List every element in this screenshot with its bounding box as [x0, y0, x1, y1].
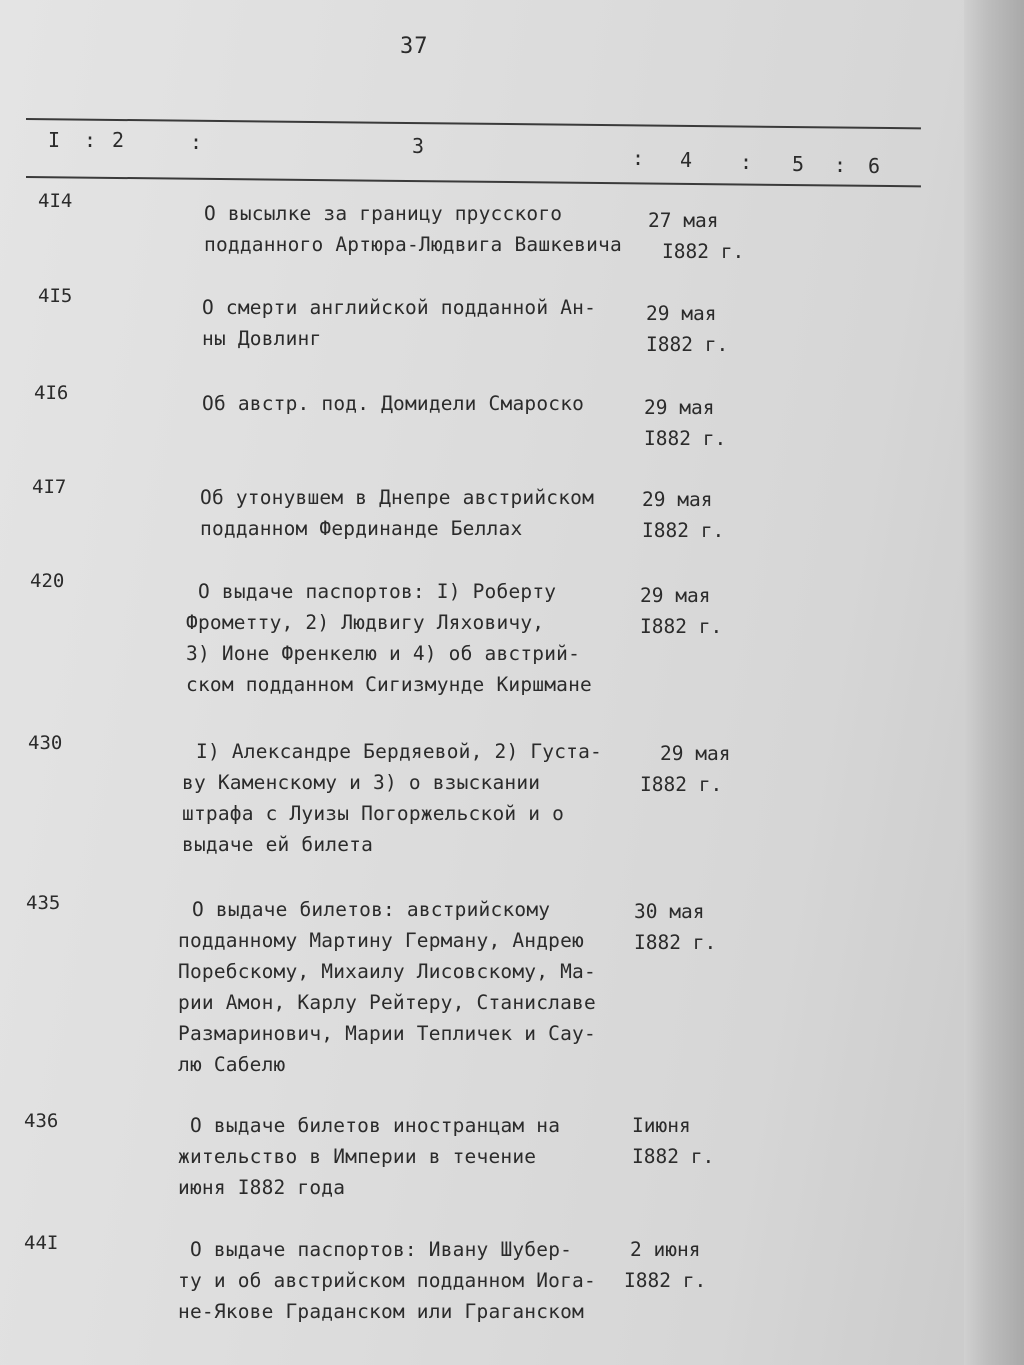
header-separator: : [834, 153, 847, 177]
entry-description [204, 198, 622, 260]
entry-number: 436 [24, 1110, 59, 1132]
header-separator: : [740, 150, 753, 174]
description-line: жительство в Империи в течение [178, 1145, 537, 1168]
description-line: Об австр. под. Домидели Смароско [202, 392, 585, 415]
entry-number: 4I5 [38, 285, 73, 307]
header-col-1: I [48, 128, 61, 152]
description-line: лю Сабелю [178, 1053, 286, 1076]
description-line: Поребскому, Михаилу Лисовскому, Ма- [178, 960, 596, 983]
description-line: Размаринович, Марии Тепличек и Сау- [178, 1022, 596, 1045]
entry-number: 4I6 [34, 382, 69, 404]
entry-number: 4I4 [38, 190, 73, 212]
header-separator: : [190, 130, 203, 154]
description-line: О выдаче паспортов: I) Роберту [198, 580, 557, 603]
description-line: ву Каменскому и 3) о взыскании [182, 771, 541, 794]
entry-number: 430 [28, 732, 63, 754]
entry-number: 44I [24, 1232, 59, 1254]
description-line: подданном Фердинанде Беллах [200, 517, 523, 540]
header-col-2: 2 [112, 128, 125, 152]
description-line: О смерти английской подданной Ан- [202, 296, 597, 319]
entry-date [632, 1110, 714, 1172]
description-line: июня I882 года [178, 1176, 346, 1199]
description-line: подданного Артюра-Людвига Вашкевича [204, 233, 622, 256]
date-day: Iиюня [632, 1114, 691, 1137]
page-edge-shadow [964, 0, 1024, 1365]
entry-description [202, 388, 584, 419]
date-day: 29 мая [642, 488, 713, 511]
entry-number: 435 [26, 892, 61, 914]
header-col-4: 4 [680, 148, 693, 172]
description-line: I) Александре Бердяевой, 2) Густа- [196, 740, 602, 763]
description-line: Об утонувшем в Днепре австрийском [200, 486, 595, 509]
entry-description [186, 576, 592, 700]
date-day: 29 мая [644, 396, 715, 419]
date-day: 30 мая [634, 900, 705, 923]
date-year: I882 г. [646, 333, 729, 356]
date-year: I882 г. [644, 427, 727, 450]
description-line: О выдаче билетов: австрийскому [192, 898, 551, 921]
entry-date [642, 484, 724, 546]
description-line: О выдаче паспортов: Ивану Шубер- [190, 1238, 573, 1261]
entry-date [646, 298, 728, 360]
entry-date [648, 205, 744, 267]
entry-date [634, 896, 716, 958]
entry-description [202, 292, 596, 354]
description-line: выдаче ей билета [182, 833, 374, 856]
date-year: I882 г. [634, 931, 717, 954]
description-line: О высылке за границу прусского [204, 202, 563, 225]
date-day: 29 мая [640, 584, 711, 607]
entry-date [624, 1234, 707, 1296]
date-year: I882 г. [632, 1145, 715, 1168]
header-top-rule [26, 118, 921, 129]
entry-description [178, 894, 596, 1080]
date-year: I882 г. [640, 773, 723, 796]
description-line: не-Якове Граданском или Граганском [178, 1300, 584, 1323]
entry-number: 4I7 [32, 476, 67, 498]
header-col-6: 6 [868, 154, 881, 178]
date-day: 27 мая [648, 209, 719, 232]
header-bottom-rule [26, 176, 921, 187]
description-line: рии Амон, Карлу Рейтеру, Станиславе [178, 991, 596, 1014]
description-line: О выдаче билетов иностранцам на [190, 1114, 561, 1137]
entry-description [200, 482, 594, 544]
date-year: I882 г. [642, 519, 725, 542]
date-day: 2 июня [630, 1238, 701, 1261]
description-line: ском подданном Сигизмунде Киршмане [186, 673, 592, 696]
entry-description [178, 1234, 596, 1327]
description-line: подданному Мартину Герману, Андрею [178, 929, 584, 952]
description-line: 3) Ионе Френкелю и 4) об австрий- [186, 642, 581, 665]
description-line: штрафа с Луизы Погоржельской и о [182, 802, 565, 825]
date-day: 29 мая [660, 742, 731, 765]
description-line: Фрометту, 2) Людвигу Ляховичу, [186, 611, 545, 634]
description-line: ту и об австрийском подданном Иога- [178, 1269, 596, 1292]
header-col-3: 3 [412, 134, 425, 158]
description-line: ны Довлинг [202, 327, 322, 350]
header-col-5: 5 [792, 152, 805, 176]
date-year: I882 г. [624, 1269, 707, 1292]
date-year: I882 г. [640, 615, 723, 638]
date-year: I882 г. [662, 240, 745, 263]
entry-number: 420 [30, 570, 65, 592]
page-number: 37 [400, 34, 429, 59]
entry-date [640, 738, 730, 800]
date-day: 29 мая [646, 302, 717, 325]
header-separator: : [632, 146, 645, 170]
header-separator: : [84, 128, 97, 152]
entry-date [644, 392, 726, 454]
entry-description [182, 736, 602, 860]
entry-description [178, 1110, 561, 1203]
entry-date [640, 580, 722, 642]
